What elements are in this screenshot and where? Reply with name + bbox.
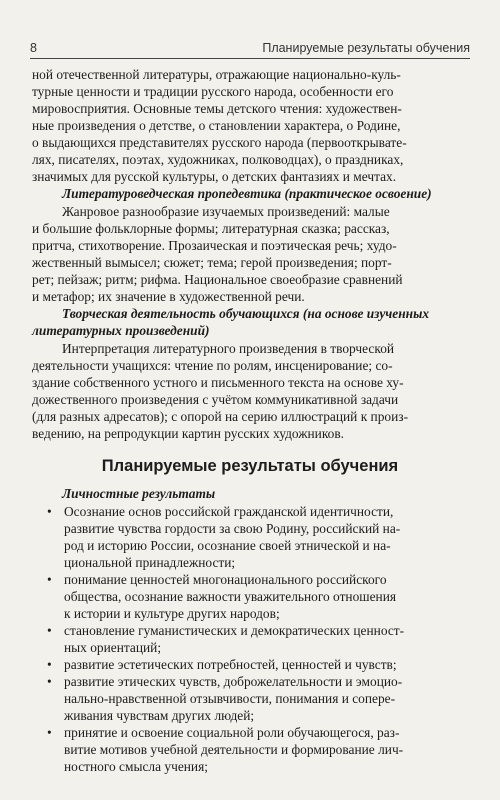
- text-line: здание собственного устного и письменного текста на основе ху-: [32, 375, 404, 390]
- list-item-line: развитие эстетических потребностей, ценностей и чувств;: [64, 657, 397, 672]
- list-item-line: принятие и освоение социальной роли обучающегося, раз-: [64, 725, 400, 740]
- list-item-line: нально-нравственной отзывчивости, понимания и сопере-: [64, 691, 396, 706]
- list-item-line: циональной принадлежности;: [64, 555, 236, 570]
- list-item-line: витие мотивов учебной деятельности и формирование лич-: [64, 742, 404, 757]
- list-item-line: Осознание основ российской гражданской идентичности,: [64, 504, 394, 519]
- text-line: жественный вымысел; сюжет; тема; герой произведения; порт-: [32, 255, 392, 270]
- list-item-line: ностного смысла учения;: [64, 759, 208, 774]
- text-line: и метафор; их значение в художественной речи.: [32, 289, 305, 304]
- running-title: Планируемые результаты обучения: [262, 41, 470, 55]
- bullet-marker: •: [47, 657, 52, 672]
- list-item-line: становление гуманистических и демократических ценност-: [64, 623, 405, 638]
- text-line: о выдающихся представителях русского народа (первооткрывате-: [32, 135, 407, 150]
- bullet-marker: •: [47, 623, 52, 638]
- header-rule: [30, 58, 470, 59]
- text-line: притча, стихотворение. Прозаическая и поэтическая речь; худо-: [32, 238, 397, 253]
- text-line: значимых для русской культуры, о детских фантазиях и мечтах.: [32, 169, 397, 184]
- bullet-marker: •: [47, 725, 52, 740]
- text-line: лях, писателях, поэтах, художниках, полководцах), о праздниках,: [32, 152, 404, 167]
- text-line: ной отечественной литературы, отражающие национально-куль-: [32, 67, 401, 82]
- list-item-line: ных ориентаций;: [64, 640, 162, 655]
- text-line: рет; пейзаж; ритм; рифма. Национальное своеобразие сравнений: [32, 272, 403, 287]
- subheading-creative-activity: Творческая деятельность обучающихся (на основе изученных: [62, 306, 430, 321]
- subheading-creative-activity-cont: литературных произведений): [32, 323, 210, 338]
- list-item-line: развитие этических чувств, доброжелательности и эмоцио-: [64, 674, 403, 689]
- bullet-marker: •: [47, 674, 52, 689]
- text-line: турные ценности и традиции русского народа, особенности его: [32, 84, 394, 99]
- text-line: Интерпретация литературного произведения в творческой: [62, 341, 395, 356]
- text-line: ведению, на репродукции картин русских художников.: [32, 426, 345, 441]
- text-line: ные произведения о детстве, о становлении характера, о Родине,: [32, 118, 401, 133]
- page-header: [30, 35, 470, 55]
- text-line: (для разных адресатов); с опорой на серию иллюстраций к произ-: [32, 409, 409, 424]
- list-item-line: к истории и культуре других народов;: [64, 606, 280, 621]
- text-line: деятельности учащихся: чтение по ролям, инсценирование; со-: [32, 358, 393, 373]
- list-item-line: живания чувствам других людей;: [64, 708, 255, 723]
- subheading-personal-results: Личностные результаты: [62, 486, 216, 501]
- text-line: Жанровое разнообразие изучаемых произведений: малые: [62, 204, 390, 219]
- list-item-line: род и историю России, осознание своей этнической и на-: [64, 538, 391, 553]
- bullet-marker: •: [47, 504, 52, 519]
- text-line: и большие фольклорные формы; литературная сказка; рассказ,: [32, 221, 390, 236]
- bullet-marker: •: [47, 572, 52, 587]
- text-line: мировосприятия. Основные темы детского чтения: художествен-: [32, 101, 402, 116]
- list-item-line: понимание ценностей многонационального российского: [64, 572, 387, 587]
- section-heading: Планируемые результаты обучения: [101, 457, 399, 475]
- page-number: 8: [30, 41, 37, 55]
- list-item-line: общества, осознание важности уважительного отношения: [64, 589, 397, 604]
- text-line: дожественного произведения с учётом коммуникативной задачи: [32, 392, 399, 407]
- list-item-line: развитие чувства гордости за свою Родину, российский на-: [64, 521, 401, 536]
- subheading-literary-propaedeutics: Литературоведческая пропедевтика (практическое освоение): [62, 186, 432, 201]
